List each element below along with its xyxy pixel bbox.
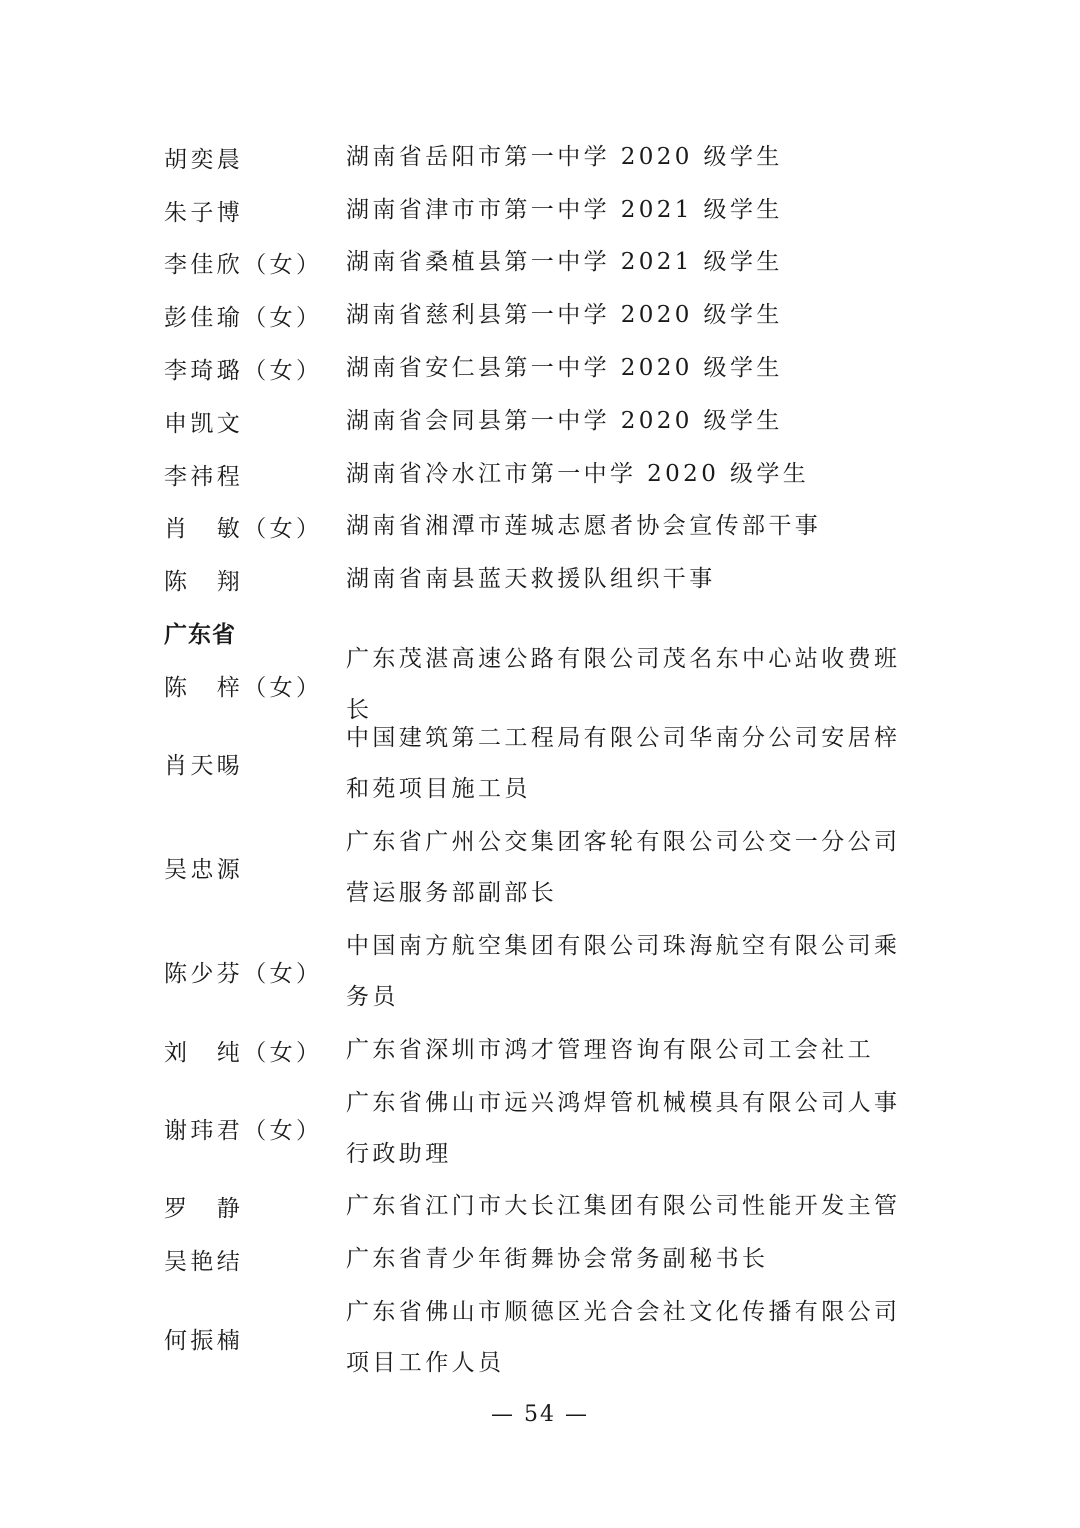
list-item [164, 1077, 924, 1181]
person-name: 陈 翔 [164, 569, 244, 596]
person-affiliation: 湖南省岳阳市第一中学 2020 级学生 [346, 143, 783, 170]
person-name: 陈少芬（女） [164, 961, 323, 988]
person-affiliation: 湖南省慈利县第一中学 2020 级学生 [346, 302, 783, 329]
person-affiliation: 中国南方航空集团有限公司珠海航空有限公司乘务员 [346, 932, 901, 1010]
person-name: 申凯文 [164, 410, 244, 437]
person-affiliation: 广东省广州公交集团客轮有限公司公交一分公司营运服务部副部长 [346, 828, 901, 906]
person-name: 肖天晹 [164, 753, 244, 780]
person-name: 彭佳瑜（女） [164, 305, 323, 332]
person-name: 陈 梓（女） [164, 674, 323, 701]
list-item [164, 1181, 924, 1234]
list-item [164, 342, 924, 395]
list-item [164, 816, 924, 920]
list-item [164, 501, 924, 554]
section-heading-guangdong: 广东省 [164, 622, 236, 649]
person-affiliation: 中国建筑第二工程局有限公司华南分公司安居梓和苑项目施工员 [346, 724, 901, 802]
person-affiliation: 湖南省南县蓝天救援队组织干事 [346, 566, 716, 593]
person-name: 李祎程 [164, 463, 244, 490]
list-item [164, 553, 924, 606]
name-list [164, 131, 924, 1390]
person-affiliation: 湖南省安仁县第一中学 2020 级学生 [346, 355, 783, 382]
person-name: 吴忠源 [164, 857, 244, 884]
person-affiliation: 广东省深圳市鸿才管理咨询有限公司工会社工 [346, 1036, 874, 1063]
person-affiliation: 广东茂湛高速公路有限公司茂名东中心站收费班长 [346, 646, 901, 724]
person-name: 李佳欣（女） [164, 252, 323, 279]
list-item [164, 448, 924, 501]
person-name: 吴艳结 [164, 1249, 244, 1276]
list-item [164, 1233, 924, 1286]
person-name: 李琦璐（女） [164, 358, 323, 385]
person-affiliation: 湖南省湘潭市莲城志愿者协会宣传部干事 [346, 513, 822, 540]
person-affiliation: 广东省佛山市远兴鸿焊管机械模具有限公司人事行政助理 [346, 1089, 901, 1167]
list-item [164, 712, 924, 816]
person-name: 罗 静 [164, 1196, 244, 1223]
person-name: 刘 纯（女） [164, 1039, 323, 1066]
person-affiliation: 湖南省会同县第一中学 2020 级学生 [346, 407, 783, 434]
person-affiliation: 湖南省桑植县第一中学 2021 级学生 [346, 249, 783, 276]
list-item [164, 395, 924, 448]
list-item [164, 920, 924, 1024]
person-affiliation: 湖南省津市市第一中学 2021 级学生 [346, 196, 783, 223]
person-name: 何振楠 [164, 1327, 244, 1354]
person-name: 朱子博 [164, 199, 244, 226]
list-item [164, 131, 924, 184]
list-item [164, 184, 924, 237]
list-item [164, 646, 924, 724]
list-item [164, 289, 924, 342]
page-number: — 54 — [491, 1402, 589, 1427]
person-affiliation: 湖南省冷水江市第一中学 2020 级学生 [346, 460, 810, 487]
list-item [164, 1024, 924, 1077]
list-item [164, 237, 924, 290]
person-name: 胡奕晨 [164, 146, 244, 173]
person-affiliation: 广东省江门市大长江集团有限公司性能开发主管 [346, 1193, 901, 1220]
person-affiliation: 广东省青少年街舞协会常务副秘书长 [346, 1246, 769, 1273]
person-name: 肖 敏（女） [164, 516, 323, 543]
person-name: 谢玮君（女） [164, 1118, 323, 1145]
person-affiliation: 广东省佛山市顺德区光合会社文化传播有限公司项目工作人员 [346, 1299, 901, 1377]
list-item [164, 1286, 924, 1390]
